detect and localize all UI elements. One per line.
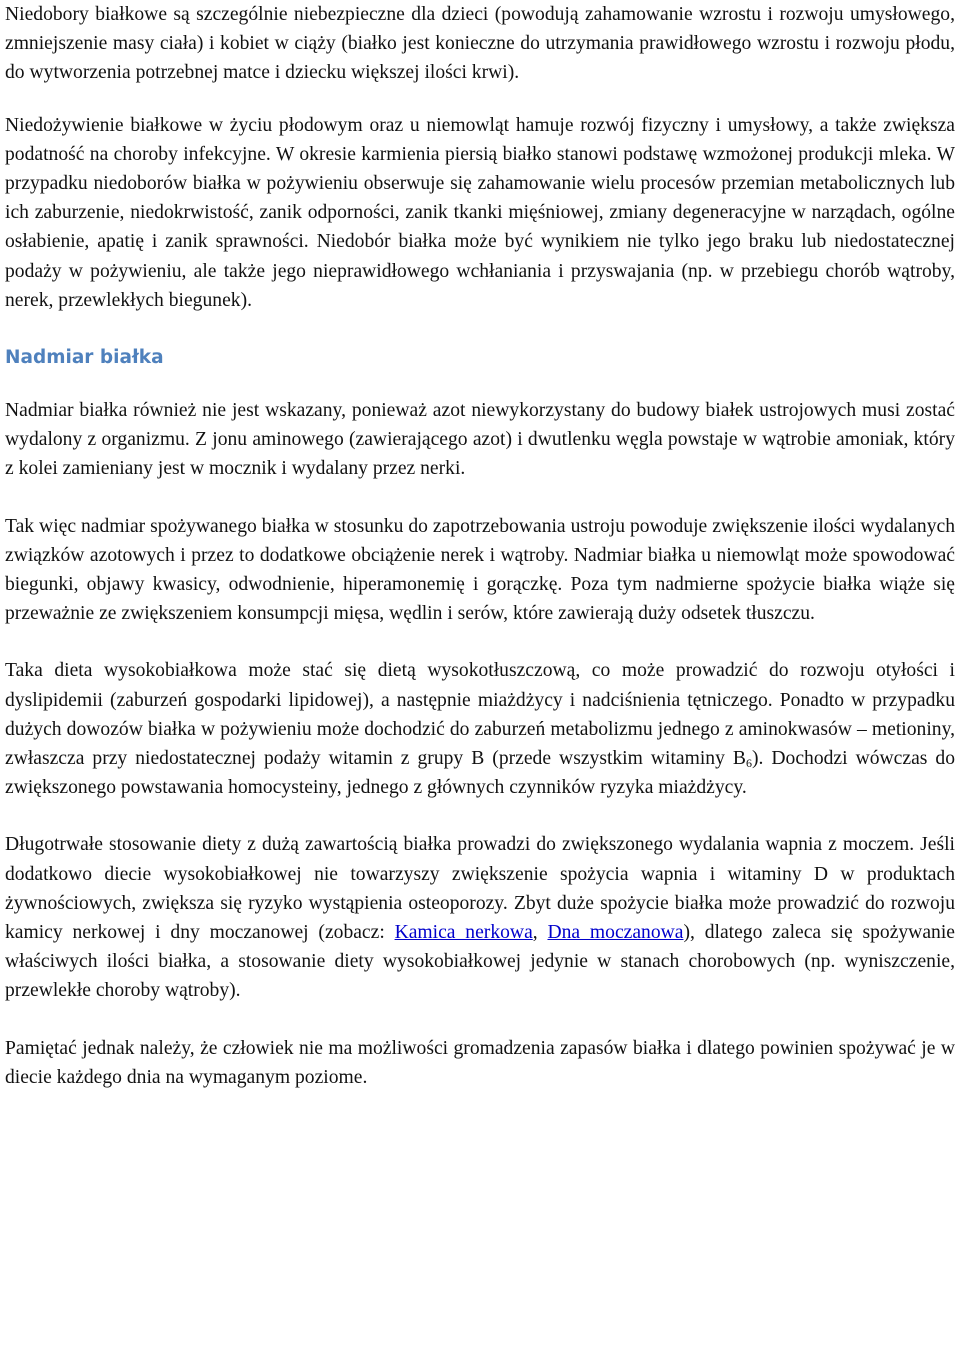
p6-text-end: ), dlatego zaleca się spożywanie właściwych ilości białka, a stosowanie diety wysokobiałkowej jedynie w stanach chorobowych (np. wyniszczenie, przewlekłe choroby wątroby). [5, 922, 955, 1002]
document-page [5, 0, 955, 1092]
p6-text-start: Długotrwałe stosowanie diety z dużą zawartością białka prowadzi do zwiększonego wydalania wapnia z moczem. Jeśli dodatkowo diecie wysokobiałkowej nie towarzyszy zwiększenie spożycia wapnia i witaminy D w produktach żywnościowych, zwiększa się ryzyko wystąpienia osteoporozy. Zbyt duże spożycie białka może prowadzić do rozwoju kamicy nerkowej i dny moczanowej (zobacz: [5, 834, 955, 944]
p5-text-start: Taka dieta wysokobiałkowa może stać się dietą wysokotłuszczową, co może prowadzić do rozwoju otyłości i dyslipidemii (zaburzeń gospodarki lipidowej), a następnie miażdżycy i nadciśnienia tętniczego. Ponadto w przypadku dużych dowozów białka w pożywieniu może dochodzić do zaburzeń metabolizmu jednego z aminokwasów – metioniny, zwłaszcza przy niedostatecznej podaży witamin z grupy B (przede wszystkim witaminy B [5, 660, 955, 770]
paragraph-protein-deficiency-children: Niedobory białkowe są szczególnie niebezpieczne dla dzieci (powodują zahamowanie wzrostu i rozwoju umysłowego, zmniejszenie masy ciała) i kobiet w ciąży (białko jest konieczne do utrzymania prawidłowego wzrostu i rozwoju płodu, do wytworzenia potrzebnej matce i dziecku większej ilości krwi). [5, 4, 955, 84]
paragraph-protein-storage: Pamiętać jednak należy, że człowiek nie ma możliwości gromadzenia zapasów białka i dlatego powinien spożywać je w diecie każdego dnia na wymaganym poziome. [5, 1037, 955, 1088]
p5-text-end: ). Dochodzi wówczas do zwiększonego powstawania homocysteiny, jednego z głównych czynników ryzyka miażdżycy. [5, 748, 955, 799]
paragraph-high-protein-diet [5, 656, 955, 802]
link-dna-moczanowa[interactable]: Dna moczanowa [547, 922, 684, 944]
paragraph-protein-excess: Nadmiar białka również nie jest wskazany, ponieważ azot niewykorzystany do budowy białek ustrojowych musi zostać wydalony z organizmu. Z jonu aminowego (zawierającego azot) i dwutlenku węgla powstaje w wątrobie amoniak, który z kolei zamieniany jest w mocznik i wydalany przez nerki. [5, 400, 955, 480]
section-heading: Nadmiar białka [5, 347, 164, 369]
link-kamica-nerkowa[interactable]: Kamica nerkowa [394, 922, 533, 944]
p6-separator: , [532, 922, 548, 944]
vitamin-subscript: 6 [745, 756, 752, 771]
paragraph-malnutrition-effects: Niedożywienie białkowe w życiu płodowym oraz u niemowląt hamuje rozwój fizyczny i umysłowy, a także zwiększa podatność na choroby infekcyjne. W okresie karmienia piersią białko stanowi podstawę wzmożonej produkcji mleka. W przypadku niedoborów białka w pożywieniu obserwuje się zahamowanie wielu procesów przemian metabolicznych lub ich zaburzenie, niedokrwistość, zanik odporności, zanik tkanki mięśniowej, zmiany degeneracyjne w narządach, ogólne osłabienie, apatię i zanik sprawności. Niedobór białka może być wynikiem nie tylko jego braku lub niedostatecznej podaży w pożywieniu, ale także jego nieprawidłowego wchłaniania i przyswajania (np. w przebiegu chorób wątroby, nerek, przewlekłych biegunek). [5, 114, 955, 311]
paragraph-calcium-excretion [5, 830, 955, 1005]
paragraph-excess-consequences: Tak więc nadmiar spożywanego białka w stosunku do zapotrzebowania ustroju powoduje zwiększenie ilości wydalanych związków azotowych i przez to dodatkowe obciążenie nerek i wątroby. Nadmiar białka u niemowląt może spowodować biegunki, objawy kwasicy, odwodnienie, hiperamonemię i gorączkę. Poza tym nadmierne spożycie białka wiąże się przeważnie ze zwiększeniem konsumpcji mięsa, wędlin i serów, które zawierają duży odsetek tłuszczu. [5, 515, 955, 625]
